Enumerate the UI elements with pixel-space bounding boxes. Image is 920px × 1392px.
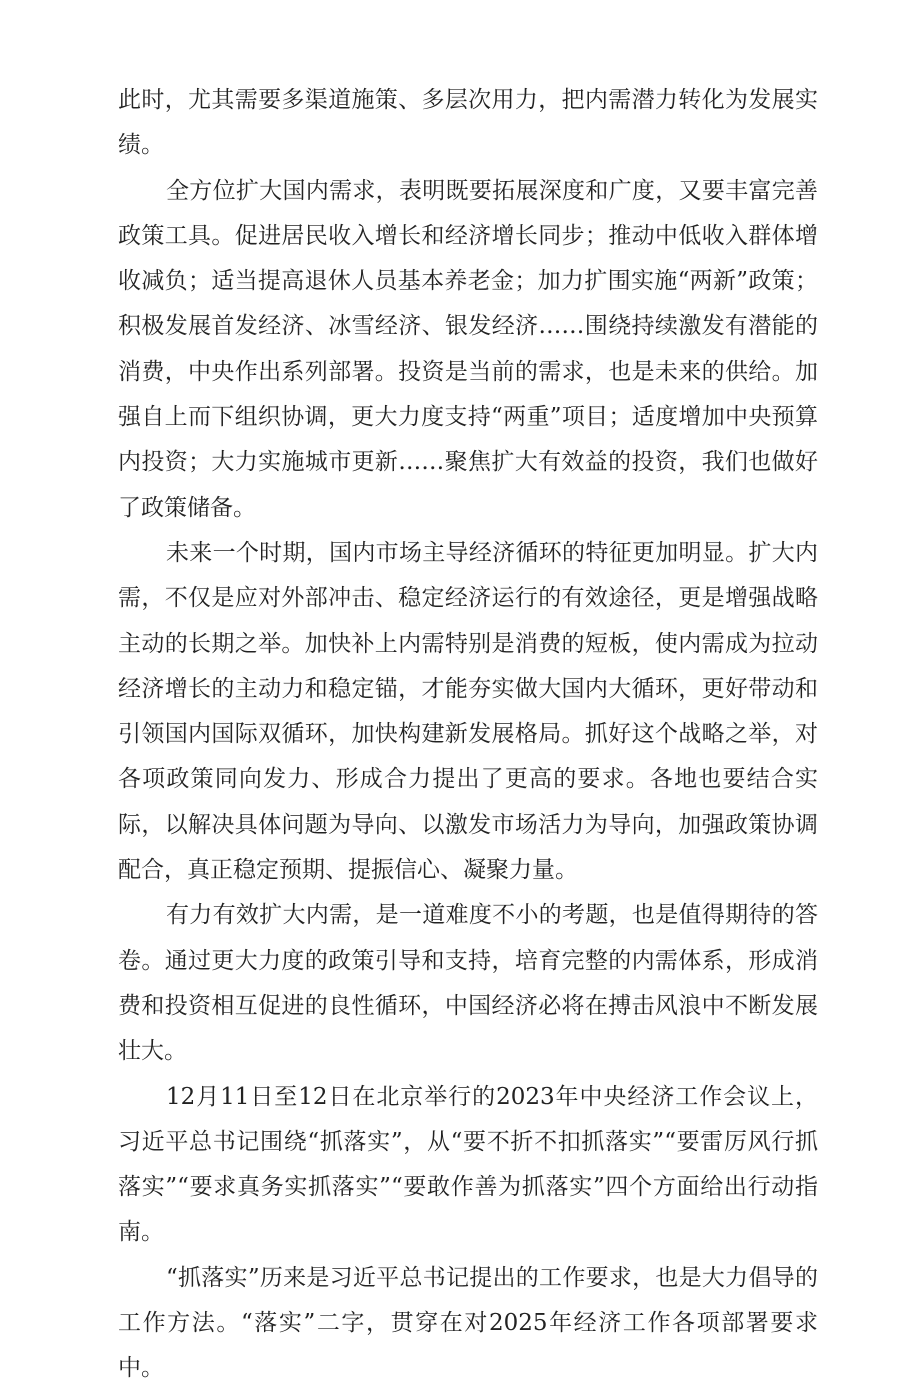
- paragraph-3: 未来一个时期，国内市场主导经济循环的特征更加明显。扩大内需，不仅是应对外部冲击、稳定经济运行的有效途径，更是增强战略主动的长期之举。加快补上内需特别是消费的短板，使内需成为拉动经济增长的主动力和稳定锚，才能夯实做大国内大循环，更好带动和引领国内国际双循环，加快构建新发展格局。抓好这个战略之举，对各项政策同向发力、形成合力提出了更高的要求。各地也要结合实际，以解决具体问题为导向、以激发市场活力为导向，加强政策协调配合，真正稳定预期、提振信心、凝聚力量。: [118, 539, 818, 884]
- article-body: [118, 78, 818, 1392]
- paragraph-2: 全方位扩大国内需求，表明既要拓展深度和广度，又要丰富完善政策工具。促进居民收入增长和经济增长同步；推动中低收入群体增收减负；适当提高退休人员基本养老金；加力扩围实施“两新”政策；积极发展首发经济、冰雪经济、银发经济……围绕持续激发有潜能的消费，中央作出系列部署。投资是当前的需求，也是未来的供给。加强自上而下组织协调，更大力度支持“两重”项目；适度增加中央预算内投资；大力实施城市更新……聚焦扩大有效益的投资，我们也做好了政策储备。: [118, 177, 818, 521]
- paragraph-5: 12月11日至12日在北京举行的2023年中央经济工作会议上，习近平总书记围绕“抓落实”，从“要不折不扣抓落实”“要雷厉风行抓落实”“要求真务实抓落实”“要敢作善为抓落实”四个方面给出行动指南。: [118, 1083, 818, 1246]
- paragraph-6: “抓落实”历来是习近平总书记提出的工作要求，也是大力倡导的工作方法。“落实”二字，贯穿在对2025年经济工作各项部署要求中。: [118, 1264, 818, 1382]
- paragraph-4: 有力有效扩大内需，是一道难度不小的考题，也是值得期待的答卷。通过更大力度的政策引导和支持，培育完整的内需体系，形成消费和投资相互促进的良性循环，中国经济必将在搏击风浪中不断发展壮大。: [118, 902, 818, 1065]
- paragraph-1: 此时，尤其需要多渠道施策、多层次用力，把内需潜力转化为发展实绩。: [118, 87, 818, 159]
